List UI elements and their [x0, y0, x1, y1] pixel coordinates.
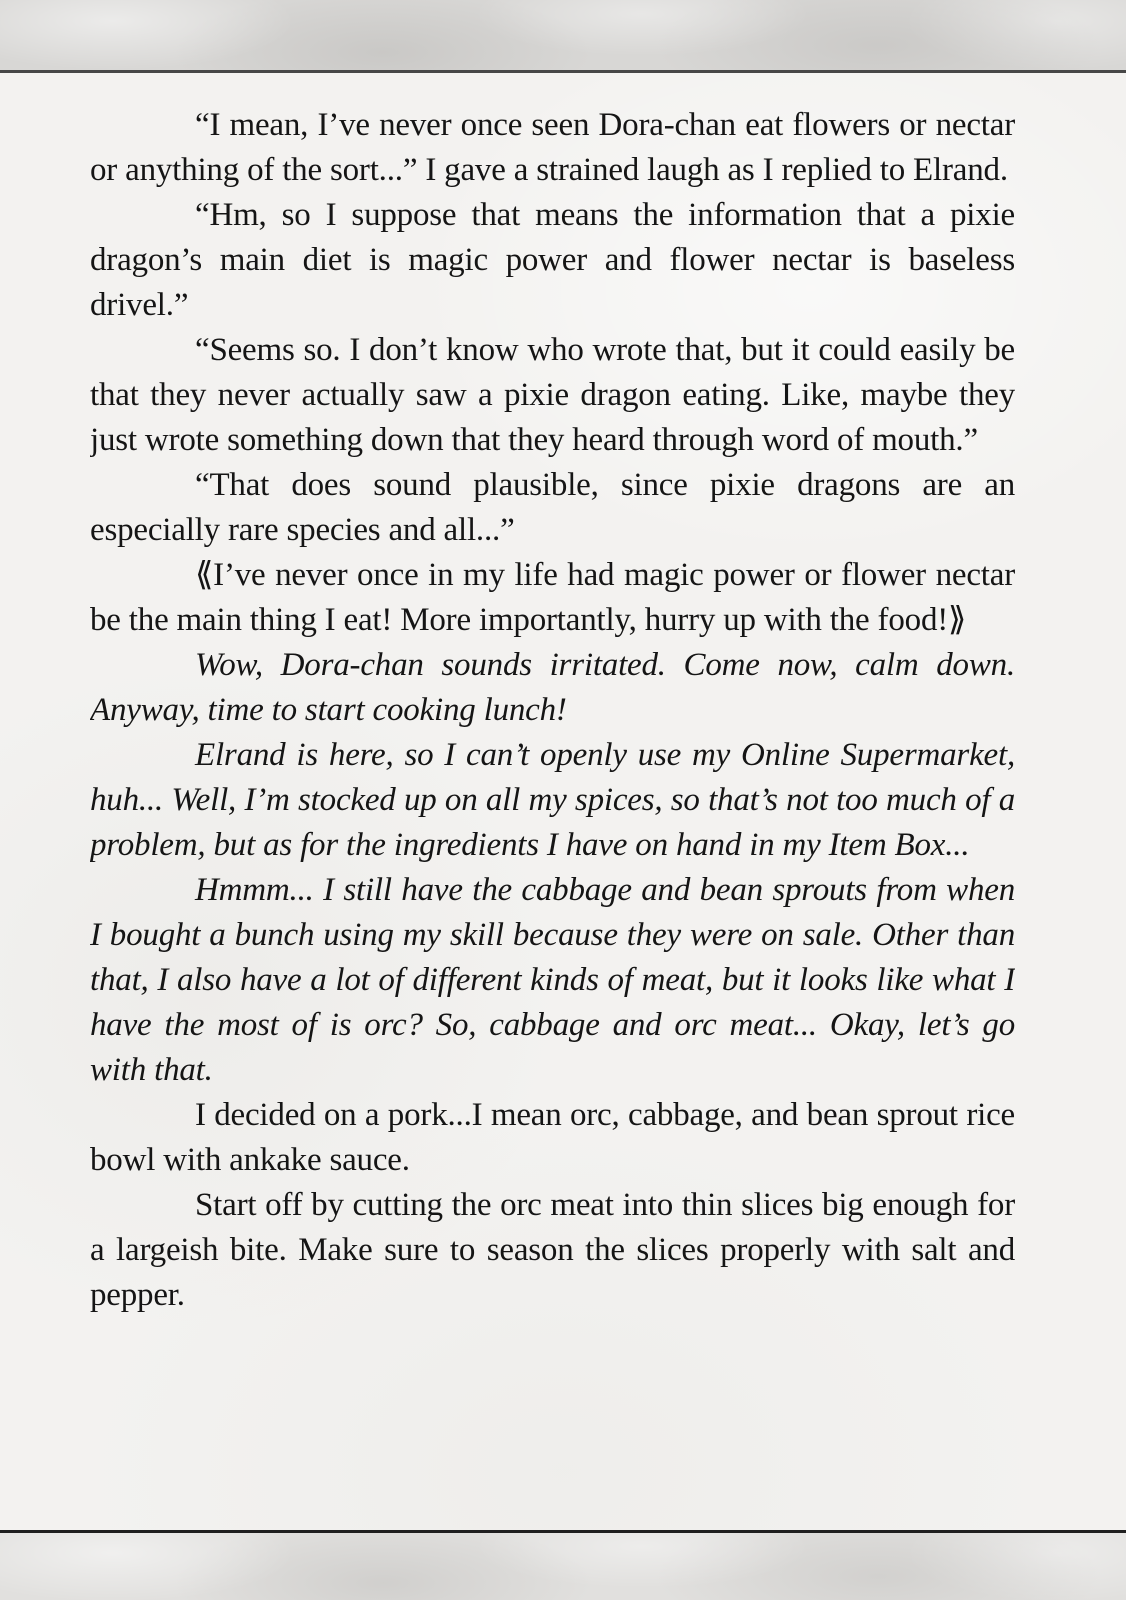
bottom-margin-band — [0, 1533, 1126, 1600]
paragraph-4: “That does sound plausible, since pixie dragons are an especially rare species and all...” — [90, 467, 1015, 548]
page-text-area — [90, 73, 1015, 1530]
paragraph-7: Elrand is here, so I can’t openly use my Online Supermarket, huh... Well, I’m stocked up on all my spices, so that’s not too much of a problem, but as for the ingredients I have on hand in my Item Box... — [90, 737, 1015, 863]
paragraph-10: Start off by cutting the orc meat into thin slices big enough for a largeish bite. Make sure to season the slices properly with salt and pepper. — [90, 1187, 1015, 1313]
paragraph-5: ⟪I’ve never once in my life had magic power or flower nectar be the main thing I eat! More importantly, hurry up with the food!⟫ — [90, 557, 1015, 638]
paragraph-2: “Hm, so I suppose that means the information that a pixie dragon’s main diet is magic power and flower nectar is baseless drivel.” — [90, 197, 1015, 323]
top-margin-band — [0, 0, 1126, 70]
paragraph-3: “Seems so. I don’t know who wrote that, but it could easily be that they never actually saw a pixie dragon eating. Like, maybe they just wrote something down that they heard through word of mouth.” — [90, 332, 1015, 458]
paragraph-1: “I mean, I’ve never once seen Dora-chan eat flowers or nectar or anything of the sort...” I gave a strained laugh as I replied to Elrand. — [90, 107, 1015, 188]
paragraph-8: Hmmm... I still have the cabbage and bean sprouts from when I bought a bunch using my skill because they were on sale. Other than that, I also have a lot of different kinds of meat, but it looks like what I have the most of is orc? So, cabbage and orc meat... Okay, let’s go with that. — [90, 872, 1015, 1088]
paragraph-9: I decided on a pork...I mean orc, cabbage, and bean sprout rice bowl with ankake sauce. — [90, 1097, 1015, 1178]
paragraph-6: Wow, Dora-chan sounds irritated. Come now, calm down. Anyway, time to start cooking lunch! — [90, 647, 1015, 728]
